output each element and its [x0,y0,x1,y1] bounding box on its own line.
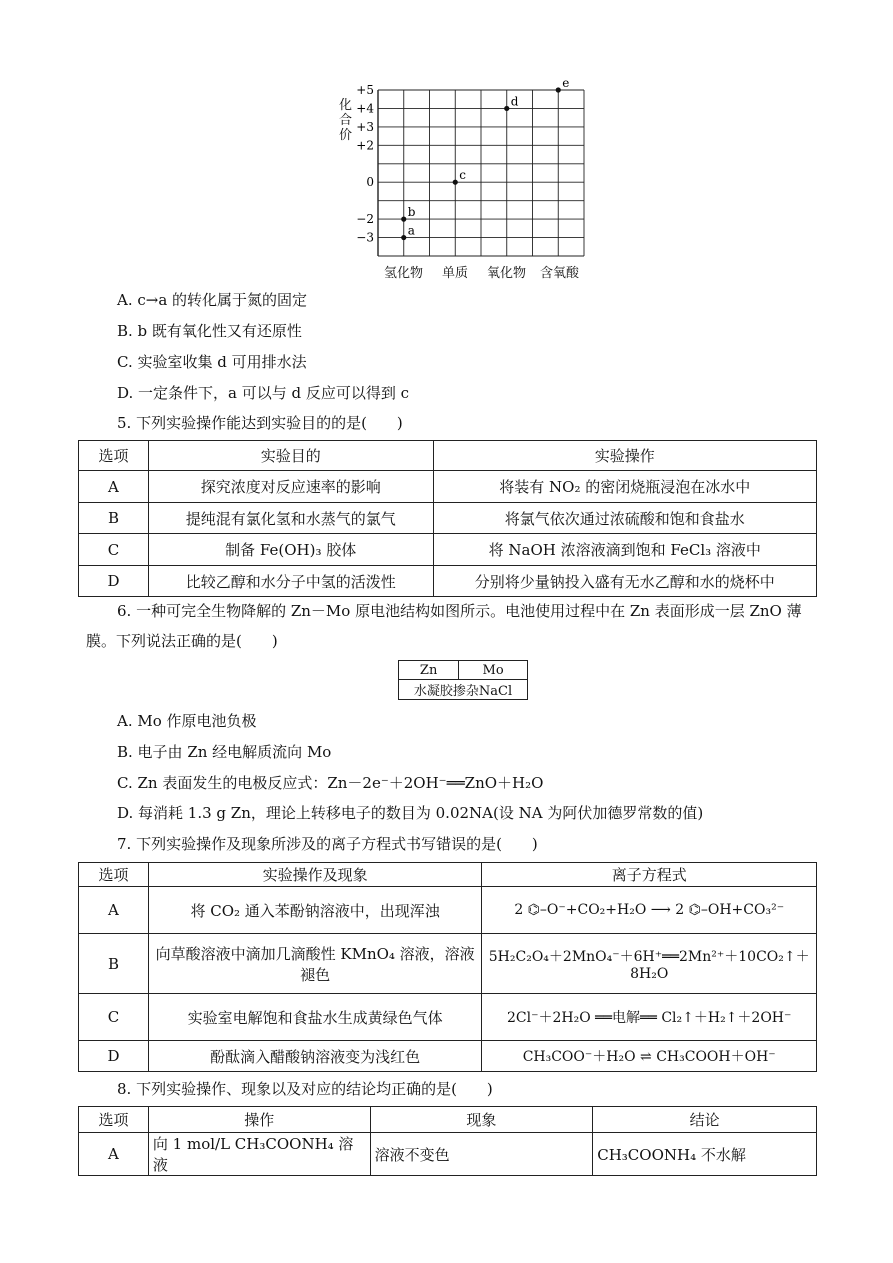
header-cell: 离子方程式 [482,863,817,887]
option-cell: B [79,934,149,994]
header-cell: 选项 [79,1107,149,1133]
option-cell: D [79,1041,149,1072]
q6-option-c: C. Zn 表面发生的电极反应式：Zn－2e⁻＋2OH⁻══ZnO＋H₂O [117,774,544,792]
goal-cell: 提纯混有氯化氢和水蒸气的氯气 [148,503,433,534]
q6-option-d: D. 每消耗 1.3 g Zn，理论上转移电子的数目为 0.02NA(设 NA 为阿伏加德罗常数的值) [117,804,704,822]
table-row [79,471,817,503]
operation-cell: 向草酸溶液中滴加几滴酸性 KMnO₄ 溶液，溶液褪色 [148,934,482,994]
goal-cell: 比较乙醇和水分子中氢的活泼性 [148,566,433,597]
q4-option-a: A. c→a 的转化属于氮的固定 [117,291,308,309]
conclusion-cell: CH₃COONH₄ 不水解 [593,1133,817,1176]
y-tick-labels [356,83,374,245]
data-point [401,235,406,240]
equation-cell: 2Cl⁻＋2H₂O ══电解══ Cl₂↑＋H₂↑＋2OH⁻ [482,994,817,1041]
electrolyte-gel: 水凝胶掺杂NaCl [399,680,528,700]
y-tick-label: +2 [356,138,374,153]
q6-stem-line1: 6. 一种可完全生物降解的 Zn－Mo 原电池结构如图所示。电池使用过程中在 Zn 表面形成一层 ZnO 薄 [117,602,802,620]
y-tick-label: 0 [366,175,374,190]
q6-stem-line2: 膜。下列说法正确的是( ) [86,632,278,650]
q4-option-d: D. 一定条件下，a 可以与 d 反应可以得到 c [117,384,410,402]
goal-cell: 制备 Fe(OH)₃ 胶体 [148,534,433,566]
q7-stem: 7. 下列实验操作及现象所涉及的离子方程式书写错误的是( ) [117,835,538,853]
q4-option-c: C. 实验室收集 d 可用排水法 [117,353,307,371]
q8-stem: 8. 下列实验操作、现象以及对应的结论均正确的是( ) [117,1080,493,1098]
point-label: e [562,80,570,90]
point-label: d [510,94,519,109]
y-tick-label: +3 [356,119,374,134]
operation-cell: 将 NaOH 浓溶液滴到饱和 FeCl₃ 溶液中 [433,534,816,566]
operation-cell: 将 CO₂ 通入苯酚钠溶液中，出现浑浊 [148,887,482,934]
data-point [556,87,561,92]
y-tick-label: +4 [356,101,374,116]
operation-cell: 分别将少量钠投入盛有无水乙醇和水的烧杯中 [433,566,816,597]
table-row [79,503,817,534]
option-cell: A [79,471,149,503]
operation-cell: 将氯气依次通过浓硫酸和饱和食盐水 [433,503,816,534]
header-cell: 结论 [593,1107,817,1133]
q5-table [78,440,817,597]
category-label: 氢化物 [384,266,424,281]
point-label: c [459,168,466,183]
option-cell: B [79,503,149,534]
table-row [79,994,817,1041]
y-tick-label: −2 [356,212,374,227]
header-cell: 选项 [79,441,149,471]
category-label: 单质 [442,266,469,281]
option-cell: C [79,534,149,566]
header-cell: 现象 [370,1107,593,1133]
q4-option-b: B. b 既有氧化性又有还原性 [117,322,302,340]
q7-table [78,862,817,1072]
valence-chart [330,80,600,285]
table-row [79,934,817,994]
equation-cell: CH₃COO⁻＋H₂O ⇌ CH₃COOH＋OH⁻ [482,1041,817,1072]
goal-cell: 探究浓度对反应速率的影响 [148,471,433,503]
point-label: a [407,223,415,238]
battery-diagram [398,660,528,700]
table-header-row [79,441,817,471]
header-cell: 选项 [79,863,149,887]
operation-cell: 向 1 mol/L CH₃COONH₄ 溶液 [148,1133,370,1176]
zn-electrode: Zn [399,661,459,680]
header-cell: 实验操作 [433,441,816,471]
table-row [79,887,817,934]
q8-table [78,1106,817,1176]
data-point [504,106,509,111]
data-points [401,80,569,240]
operation-cell: 将装有 NO₂ 的密闭烧瓶浸泡在冰水中 [433,471,816,503]
point-label: b [407,205,416,220]
category-label: 氧化物 [487,266,527,281]
option-cell: A [79,1133,149,1176]
table-header-row [79,1107,817,1133]
data-point [401,217,406,222]
data-point [453,180,458,185]
equation-cell: 2 ⌬–O⁻+CO₂+H₂O ⟶ 2 ⌬–OH+CO₃²⁻ [482,887,817,934]
table-header-row [79,863,817,887]
table-row [79,566,817,597]
mo-electrode: Mo [459,661,528,680]
table-row [79,534,817,566]
option-cell: C [79,994,149,1041]
y-tick-label: +5 [356,83,374,97]
table-row [79,1041,817,1072]
header-cell: 实验操作及现象 [148,863,482,887]
header-cell: 实验目的 [148,441,433,471]
q5-stem: 5. 下列实验操作能达到实验目的的是( ) [117,414,403,432]
operation-cell: 酚酞滴入醋酸钠溶液变为浅红色 [148,1041,482,1072]
option-cell: D [79,566,149,597]
q6-option-a: A. Mo 作原电池负极 [117,712,257,730]
table-row [79,1133,817,1176]
operation-cell: 实验室电解饱和食盐水生成黄绿色气体 [148,994,482,1041]
category-label: 含氧酸 [540,266,580,281]
q6-option-b: B. 电子由 Zn 经电解质流向 Mo [117,743,332,761]
phenomenon-cell: 溶液不变色 [370,1133,593,1176]
equation-cell: 5H₂C₂O₄＋2MnO₄⁻＋6H⁺══2Mn²⁺＋10CO₂↑＋8H₂O [482,934,817,994]
y-axis-label: 化合价 [339,98,353,143]
y-tick-label: −3 [356,230,374,245]
header-cell: 操作 [148,1107,370,1133]
option-cell: A [79,887,149,934]
